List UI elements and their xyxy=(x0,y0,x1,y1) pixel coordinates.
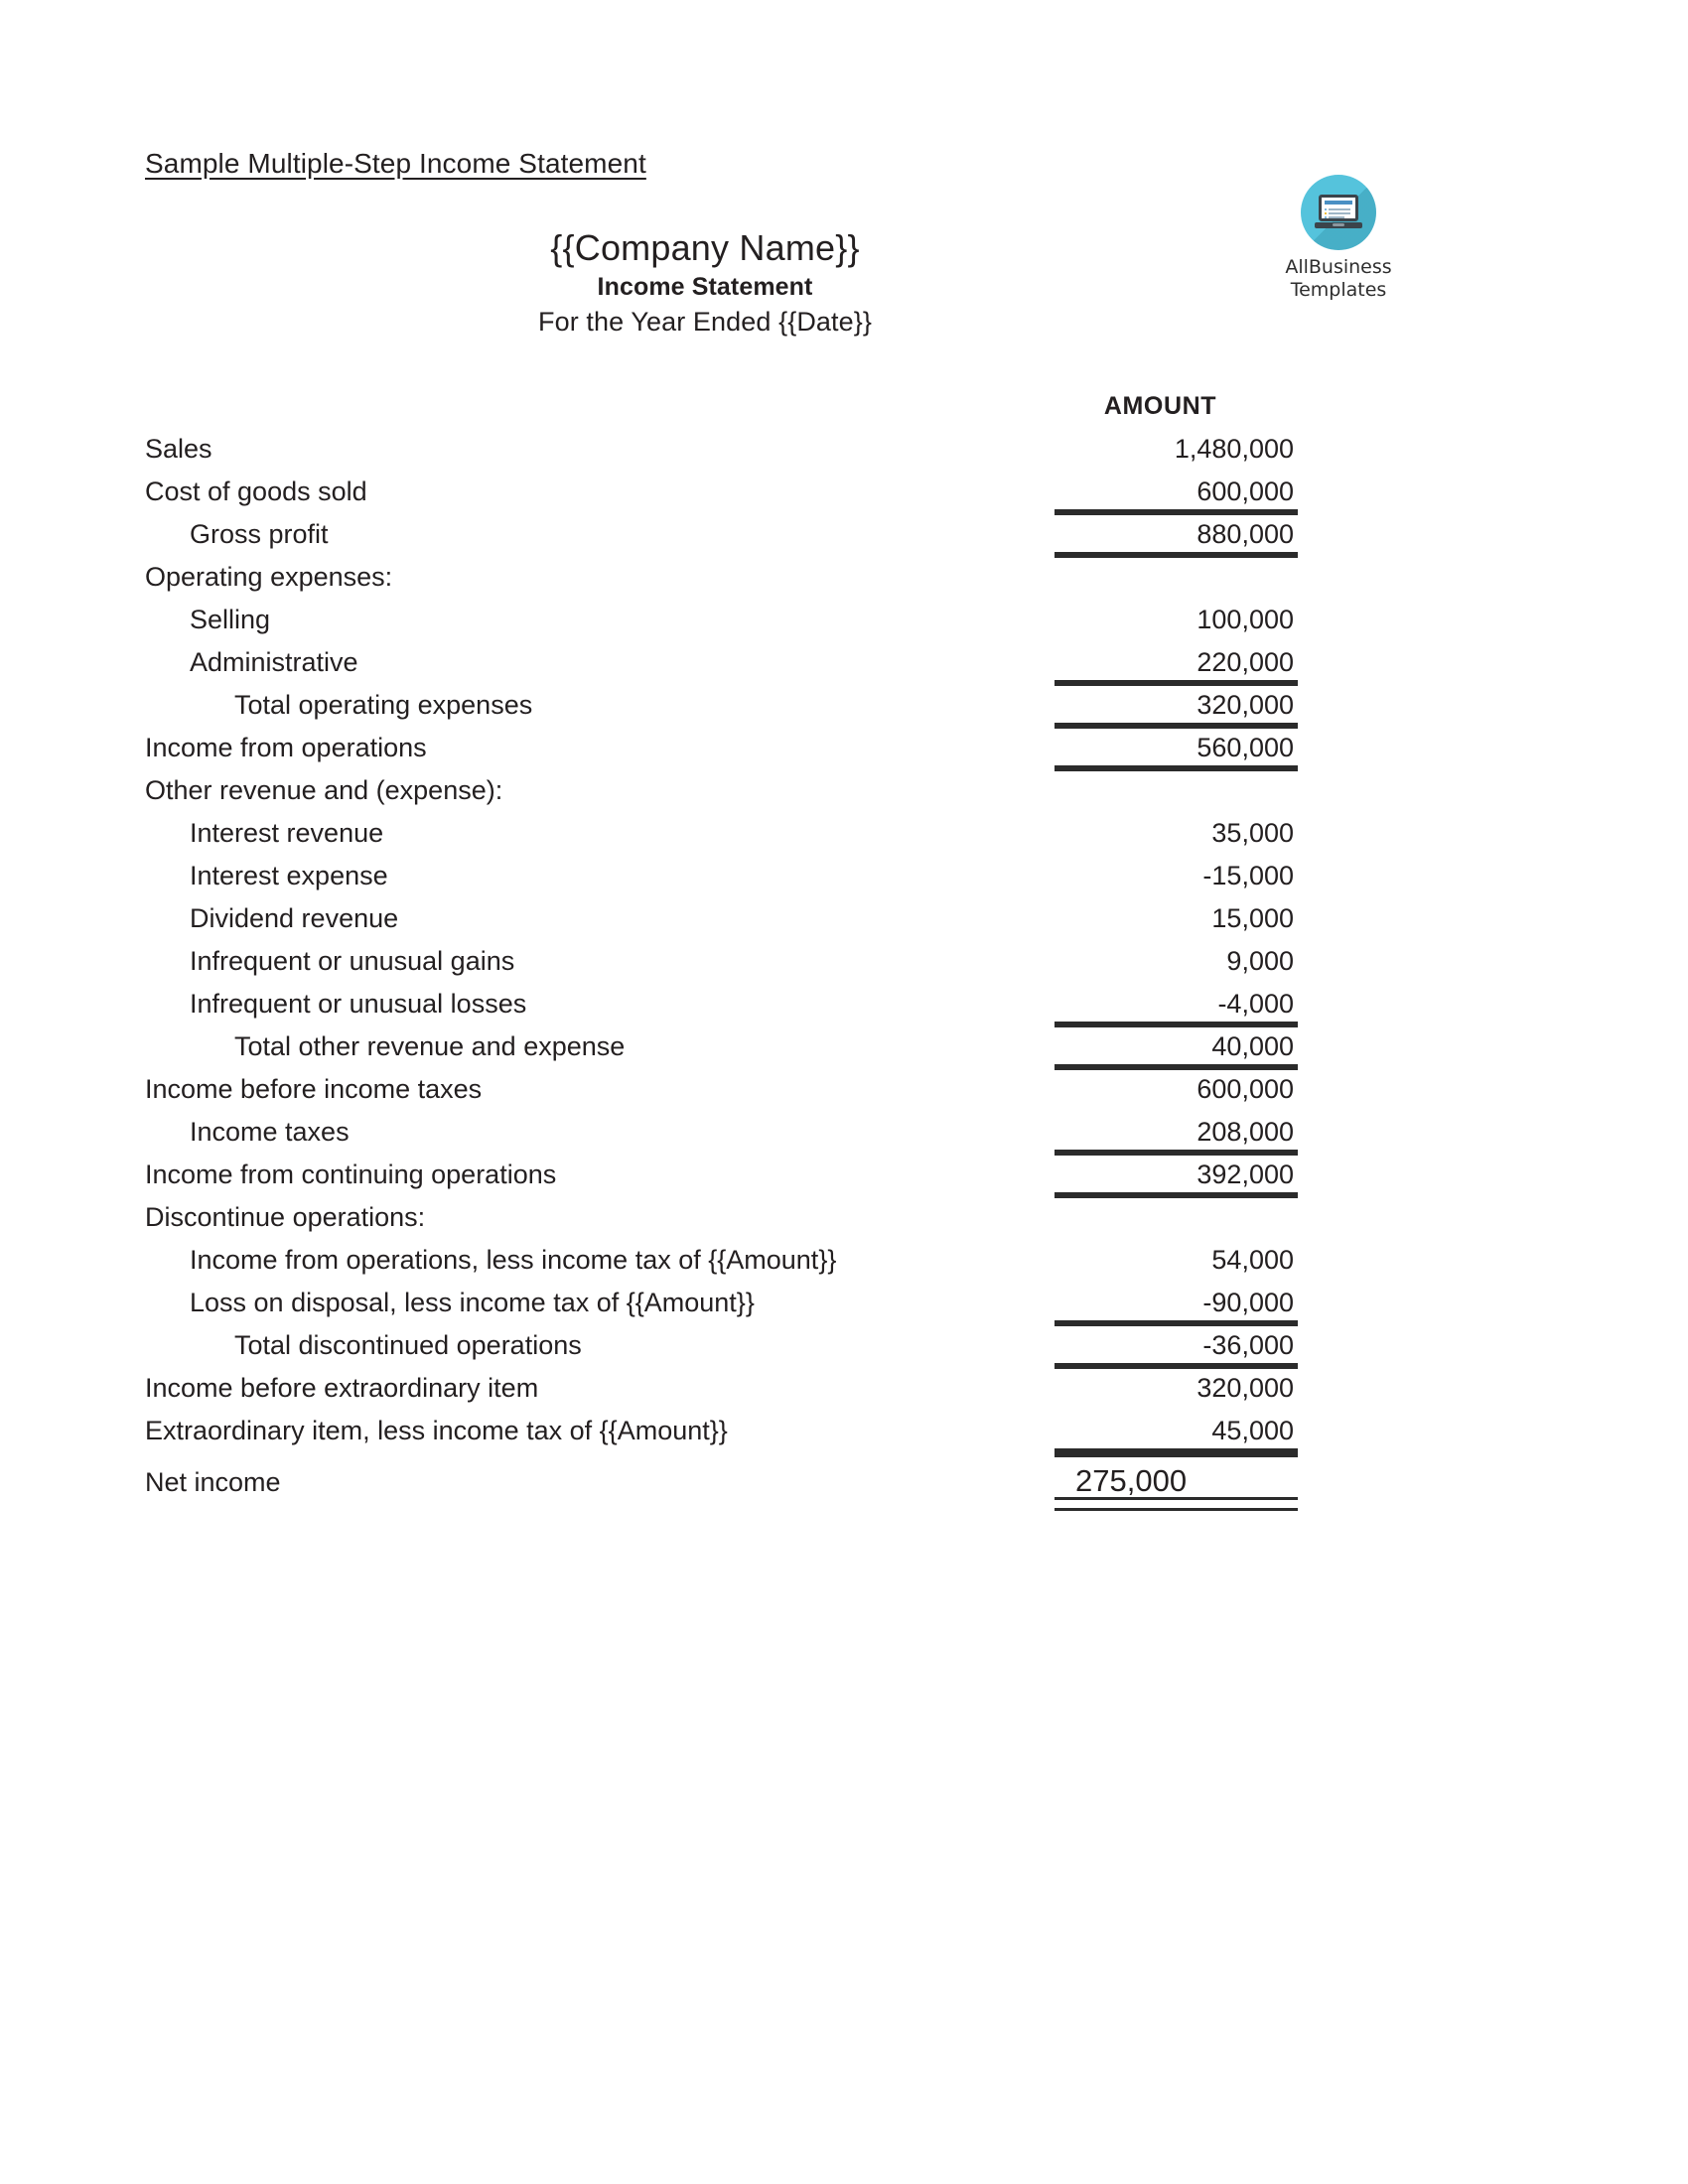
table-row xyxy=(145,427,1297,470)
row-label: Interest expense xyxy=(190,861,388,890)
row-label: Other revenue and (expense): xyxy=(145,775,503,805)
row-amount: 600,000 xyxy=(1196,1074,1294,1104)
row-label: Sales xyxy=(145,434,212,464)
table-row xyxy=(145,1366,1297,1409)
laptop-bullet xyxy=(1325,216,1327,218)
logo-wordmark-line1: AllBusiness xyxy=(1285,256,1392,278)
statement-period: For the Year Ended {{Date}} xyxy=(538,307,872,337)
row-label: Cost of goods sold xyxy=(145,477,367,506)
row-label: Income taxes xyxy=(190,1117,350,1147)
laptop-titlebar xyxy=(1325,201,1352,205)
laptop-bullet xyxy=(1325,208,1327,210)
row-label: Selling xyxy=(190,605,271,634)
row-amount: 560,000 xyxy=(1196,733,1294,762)
row-amount: 320,000 xyxy=(1196,1373,1294,1403)
rule-double-bottom xyxy=(1055,1497,1298,1511)
row-label: Net income xyxy=(145,1467,281,1497)
table-row xyxy=(145,982,1297,1024)
row-label: Total operating expenses xyxy=(234,690,533,720)
row-amount: 9,000 xyxy=(1226,946,1294,976)
logo-wordmark xyxy=(1279,256,1398,302)
table-row xyxy=(145,726,1297,768)
row-amount: 208,000 xyxy=(1196,1117,1294,1147)
row-label: Infrequent or unusual losses xyxy=(190,989,527,1019)
company-name: {{Company Name}} xyxy=(550,227,860,268)
row-amount: 600,000 xyxy=(1196,477,1294,506)
row-amount: -36,000 xyxy=(1202,1330,1294,1360)
row-amount: -15,000 xyxy=(1202,861,1294,890)
table-row xyxy=(145,683,1297,726)
row-label: Total discontinued operations xyxy=(234,1330,582,1360)
row-amount: -90,000 xyxy=(1202,1288,1294,1317)
table-row xyxy=(145,811,1297,854)
table-row xyxy=(145,1195,1297,1238)
statement-header xyxy=(427,226,983,339)
laptop-text-line xyxy=(1329,216,1344,218)
table-row xyxy=(145,640,1297,683)
table-row xyxy=(145,1153,1297,1195)
table-row xyxy=(145,768,1297,811)
table-row xyxy=(145,1409,1297,1451)
laptop-screen xyxy=(1319,195,1358,221)
row-amount: 220,000 xyxy=(1196,647,1294,677)
table-row xyxy=(145,1281,1297,1323)
allbusiness-templates-logo xyxy=(1279,175,1398,302)
row-amount: 45,000 xyxy=(1211,1416,1294,1445)
table-row xyxy=(145,1110,1297,1153)
table-row xyxy=(145,1451,1297,1503)
table-row xyxy=(145,1238,1297,1281)
row-label: Gross profit xyxy=(190,519,329,549)
row-label: Loss on disposal, less income tax of {{Amount}} xyxy=(190,1288,755,1317)
table-row xyxy=(145,555,1297,598)
row-amount: 320,000 xyxy=(1196,690,1294,720)
row-amount: 35,000 xyxy=(1211,818,1294,848)
table-row xyxy=(145,598,1297,640)
row-amount: 392,000 xyxy=(1196,1160,1294,1189)
row-label: Administrative xyxy=(190,647,358,677)
row-label: Income from operations, less income tax of {{Amount}} xyxy=(190,1245,837,1275)
statement-kind: Income Statement xyxy=(597,273,813,301)
laptop-trackpad xyxy=(1333,223,1344,226)
table-header-row xyxy=(145,383,1297,427)
rule-top xyxy=(1055,1451,1298,1457)
row-amount: 100,000 xyxy=(1196,605,1294,634)
row-amount: 54,000 xyxy=(1211,1245,1294,1275)
income-statement-table xyxy=(145,383,1297,1503)
row-label: Extraordinary item, less income tax of {{Amount}} xyxy=(145,1416,728,1445)
table-row xyxy=(145,854,1297,896)
laptop-bullet xyxy=(1325,212,1327,214)
logo-wordmark-line2: Templates xyxy=(1290,279,1387,301)
row-amount: -4,000 xyxy=(1217,989,1294,1019)
row-label: Income before extraordinary item xyxy=(145,1373,539,1403)
laptop-text-line xyxy=(1329,212,1350,214)
table-row xyxy=(145,1024,1297,1067)
row-label: Total other revenue and expense xyxy=(234,1031,626,1061)
row-label: Dividend revenue xyxy=(190,903,399,933)
row-label: Income before income taxes xyxy=(145,1074,483,1104)
row-amount: 1,480,000 xyxy=(1174,434,1294,464)
row-label: Discontinue operations: xyxy=(145,1202,426,1232)
amount-column-header: AMOUNT xyxy=(1103,392,1217,420)
document-title: Sample Multiple-Step Income Statement xyxy=(145,148,646,179)
table-row xyxy=(145,512,1297,555)
row-label: Interest revenue xyxy=(190,818,384,848)
table-row xyxy=(145,1067,1297,1110)
table-row xyxy=(145,896,1297,939)
laptop-icon xyxy=(1315,195,1362,230)
logo-circle xyxy=(1301,175,1376,250)
row-label: Operating expenses: xyxy=(145,562,393,592)
table-row xyxy=(145,470,1297,512)
row-amount: 275,000 xyxy=(1075,1463,1188,1498)
row-amount: 40,000 xyxy=(1211,1031,1294,1061)
row-label: Income from continuing operations xyxy=(145,1160,557,1189)
laptop-text-line xyxy=(1329,208,1350,210)
row-label: Infrequent or unusual gains xyxy=(190,946,515,976)
row-amount: 15,000 xyxy=(1211,903,1294,933)
row-label: Income from operations xyxy=(145,733,427,762)
table-row xyxy=(145,1323,1297,1366)
table-row xyxy=(145,939,1297,982)
row-amount: 880,000 xyxy=(1196,519,1294,549)
